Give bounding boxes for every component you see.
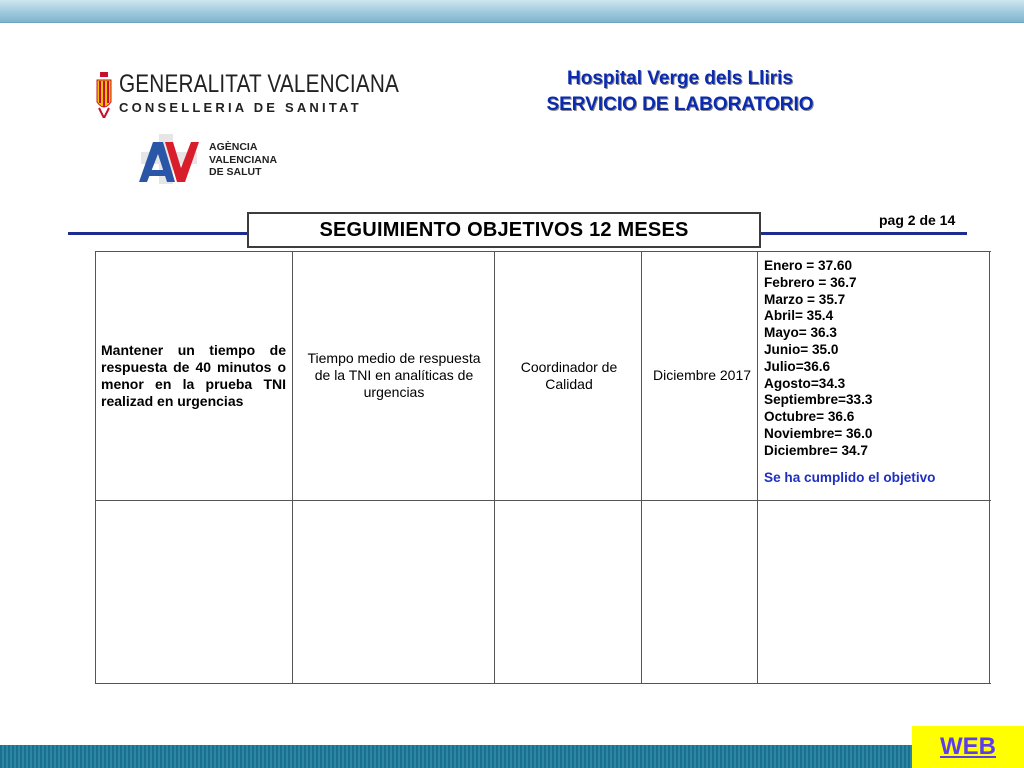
table-border-bottom (95, 683, 991, 684)
month-result: Septiembre=33.3 (764, 392, 873, 408)
service-name: SERVICIO DE LABORATORIO (546, 94, 814, 115)
table-border-top (95, 251, 991, 252)
coat-of-arms-icon (95, 72, 113, 118)
web-link-button[interactable]: WEB (912, 726, 1024, 768)
column-divider (757, 251, 758, 684)
gva-logo-line1: GENERALITAT VALENCIANA (119, 70, 400, 98)
month-result: Octubre= 36.6 (764, 409, 855, 425)
header-rule-left (68, 232, 250, 235)
gva-logo-line2: CONSELLERIA DE SANITAT (119, 100, 362, 115)
section-title: SEGUIMIENTO OBJETIVOS 12 MESES (247, 212, 761, 248)
table-border-right (989, 251, 990, 684)
avs-line1: AGÈNCIA (209, 141, 258, 153)
header-rule-right (760, 232, 967, 235)
month-result: Febrero = 36.7 (764, 274, 857, 290)
generalitat-logo (95, 70, 400, 122)
month-result: Julio=36.6 (764, 358, 831, 374)
column-divider (641, 251, 642, 684)
top-banner-strip (0, 0, 1024, 23)
month-result: Noviembre= 36.0 (764, 425, 873, 441)
avs-logo (137, 130, 297, 190)
conclusion-text: Se ha cumplido el objetivo (764, 469, 936, 485)
month-result: Diciembre= 34.7 (764, 442, 868, 458)
month-result: Agosto=34.3 (764, 375, 846, 391)
page-indicator: pag 2 de 14 (879, 212, 956, 228)
month-result: Abril= 35.4 (764, 308, 834, 324)
objectives-table (95, 251, 991, 684)
hospital-name: Hospital Verge dels Lliris (567, 68, 793, 89)
column-divider (292, 251, 293, 684)
month-result: Junio= 35.0 (764, 341, 839, 357)
month-result: Mayo= 36.3 (764, 325, 837, 341)
bottom-banner-strip (0, 745, 1024, 768)
column-divider (494, 251, 495, 684)
responsible-cell: Coordinador de Calidad (520, 359, 618, 392)
month-result: Enero = 37.60 (764, 258, 853, 273)
objective-cell: Mantener un tiempo de respuesta de 40 minutos o menor en la prueba TNI realizad en urgencias (101, 342, 286, 409)
hospital-heading (520, 66, 840, 118)
avs-emblem-icon (137, 130, 201, 188)
avs-line2: VALENCIANA (209, 153, 278, 166)
deadline-cell: Diciembre 2017 (652, 367, 752, 383)
results-cell (764, 258, 984, 486)
table-border-left (95, 251, 96, 684)
month-result: Marzo = 35.7 (764, 291, 846, 307)
indicator-cell: Tiempo medio de respuesta de la TNI en analíticas de urgencias (307, 350, 481, 400)
row-divider (95, 500, 991, 501)
avs-logo-text (209, 141, 277, 179)
avs-line3: DE SALUT (209, 166, 262, 178)
